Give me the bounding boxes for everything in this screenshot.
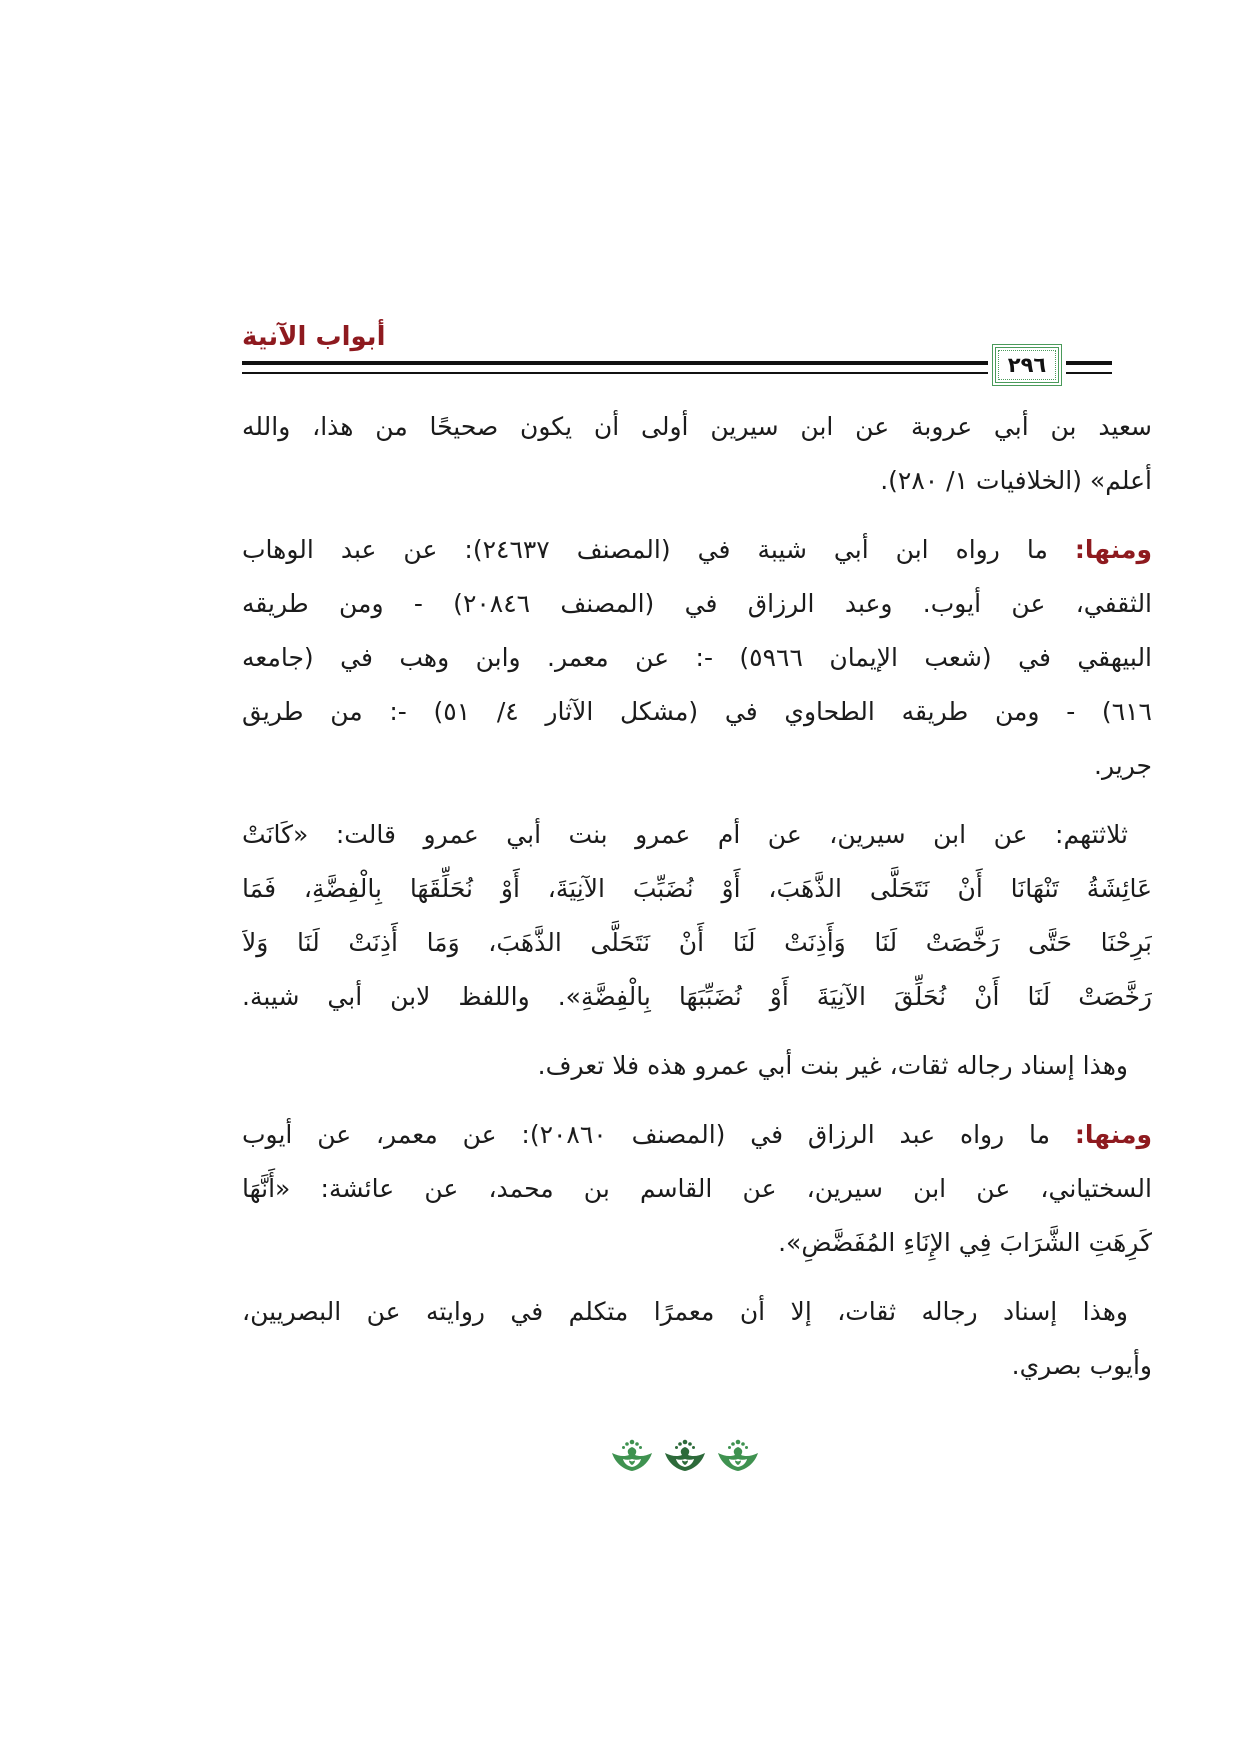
text-line: وهذا إسناد رجاله ثقات، غير بنت أبي عمرو هذه فلا تعرف. [537, 1051, 1128, 1080]
page-number-frame [992, 344, 1062, 386]
text-run: ما رواه عبد الرزاق في (المصنف ٢٠٨٦٠): عن معمر، عن أيوب [242, 1120, 1051, 1149]
text-line: وهذا إسناد رجاله ثقات، إلا أن معمرًا متكلم في روايته عن البصريين، [242, 1297, 1128, 1326]
text-line [242, 523, 1152, 577]
section-end-ornament [610, 1438, 760, 1472]
header-rule-thin-right [1066, 372, 1112, 374]
text-line: وأيوب بصري. [1011, 1351, 1152, 1380]
fleuron-icon [663, 1438, 707, 1472]
text-line: الثقفي، عن أيوب. وعبد الرزاق في (المصنف ٢٠٨٤٦) - ومن طريقه [242, 589, 1152, 618]
paragraph-lead: ومنها: [1074, 1120, 1152, 1149]
running-header-title: أبواب الآنية [242, 322, 386, 352]
text-line: ثلاثتهم: عن ابن سيرين، عن أم عمرو بنت أبي عمرو قالت: «كَانَتْ [242, 820, 1128, 849]
header-rule-thick-right [1066, 361, 1112, 365]
paragraph [242, 400, 1152, 508]
body-text [242, 400, 1152, 1408]
text-line: رَخَّصَتْ لَنَا أَنْ نُحَلِّقَ الآنِيَةَ أَوْ نُضَبِّبَهَا بِالْفِضَّةِ». واللفظ لابن أبي شيبة. [242, 982, 1152, 1011]
text-run: ما رواه ابن أبي شيبة في (المصنف ٢٤٦٣٧): عن عبد الوهاب [242, 535, 1048, 564]
text-line [242, 1108, 1152, 1162]
text-line: ٦١٦) - ومن طريقه الطحاوي في (مشكل الآثار ٤/ ٥١) -: من طريق [242, 697, 1152, 726]
text-line: جرير. [1094, 751, 1152, 780]
paragraph [242, 523, 1152, 793]
page-number: ٢٩٦ [998, 350, 1056, 380]
paragraph [242, 1039, 1152, 1093]
fleuron-icon [610, 1438, 654, 1472]
text-line: كَرِهَتِ الشَّرَابَ فِي الإِنَاءِ المُفَضَّضِ». [778, 1228, 1152, 1257]
paragraph [242, 808, 1152, 1024]
header-rule-thin-left [242, 372, 988, 374]
text-line: أعلم» (الخلافيات ١/ ٢٨٠). [880, 466, 1152, 495]
header-rule-thick-left [242, 361, 988, 365]
text-line: سعيد بن أبي عروبة عن ابن سيرين أولى أن يكون صحيحًا من هذا، والله [242, 412, 1152, 441]
text-line: بَرِحْنَا حَتَّى رَخَّصَتْ لَنَا وَأَذِنَتْ لَنَا أَنْ نَتَحَلَّى الذَّهَبَ، وَمَا أَذِنَتْ لَنَا وَلاَ [242, 928, 1152, 957]
paragraph-lead: ومنها: [1074, 535, 1152, 564]
text-line: عَائِشَةُ تَنْهَانَا أَنْ نَتَحَلَّى الذَّهَبَ، أَوْ نُضَبِّبَ الآنِيَةَ، أَوْ نُحَلِّقَهَا بِالْفِضَّةِ، فَمَا [242, 874, 1152, 903]
paragraph [242, 1108, 1152, 1270]
text-line: البيهقي في (شعب الإيمان ٥٩٦٦) -: عن معمر. وابن وهب في (جامعه [242, 643, 1152, 672]
text-line: السختياني، عن ابن سيرين، عن القاسم بن محمد، عن عائشة: «أَنَّهَا [242, 1174, 1152, 1203]
fleuron-icon [716, 1438, 760, 1472]
paragraph [242, 1285, 1152, 1393]
